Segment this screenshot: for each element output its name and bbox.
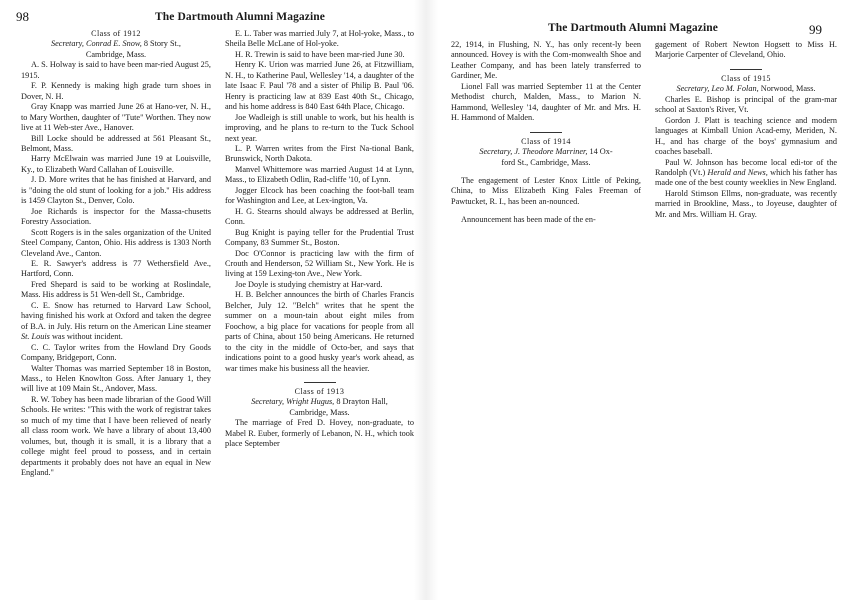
paragraph: Harold Stimson Ellms, non-graduate, was recently married in Brookline, Mass., to Joyeuse, daughter of Mr. and Mrs. William H. Gray. <box>655 188 837 219</box>
paragraph: Walter Thomas was married September 18 in Boston, Mass., to Helen Knowlton Goss. After January 1, they will live at 109 Main St., Andover, Mass. <box>21 363 211 394</box>
secretary-name: Conrad E. Snow, <box>86 39 142 49</box>
paragraph: The engagement of Lester Knox Little of Peking, China, to Miss Elizabeth King Fales Freeman of Pawtucket, R. I., has been an-nounced. <box>451 175 641 206</box>
paragraph: H. G. Stearns should always be addressed at Berlin, Conn. <box>225 206 414 227</box>
secretary-address-line2: Cambridge, Mass. <box>289 407 350 417</box>
paragraph: L. P. Warren writes from the First Na-tional Bank, Brunswick, North Dakota. <box>225 143 414 164</box>
secretary-name: Leo M. Folan, <box>711 84 759 94</box>
page-number: 99 <box>809 22 822 37</box>
secretary-address: 8 Story St., <box>143 39 181 49</box>
secretary-label: Secretary, <box>251 397 285 407</box>
spacer <box>451 207 641 215</box>
section-divider <box>730 69 762 70</box>
paragraph: Fred Shepard is said to be working at Roslindale, Mass. His address is 51 Wen-dell St., Cambridge. <box>21 279 211 300</box>
column-1 <box>21 29 211 478</box>
running-head: The Dartmouth Alumni Magazine <box>155 11 325 23</box>
secretary-address: 8 Drayton Hall, <box>336 397 388 407</box>
steamer-name: St. Louis <box>21 332 50 342</box>
paragraph: Bug Knight is paying teller for the Prudential Trust Company, 83 Summer St., Boston. <box>225 227 414 248</box>
paragraph: F. P. Kennedy is making high grade turn shoes in Dover, N. H. <box>21 81 211 101</box>
paragraph: Scott Rogers is in the sales organization of the United Steel Company, Canton, Ohio. His address is 1303 North Cleveland Ave., Canton. <box>21 227 211 258</box>
page-number: 98 <box>16 9 29 24</box>
section-divider <box>530 132 562 133</box>
paragraph: Charles E. Bishop is principal of the gram-mar school at Saxton's River, Vt. <box>655 94 837 115</box>
spacer <box>451 168 641 176</box>
secretary-address: Norwood, Mass. <box>760 84 816 94</box>
column-4 <box>655 40 837 220</box>
class-heading: Class of 1912 <box>91 29 141 38</box>
secretary-address: 14 Ox- <box>589 147 613 157</box>
secretary-name: Wright Hugus, <box>286 397 335 407</box>
paragraph: Gray Knapp was married June 26 at Hano-ver, N. H., to Mary Worthen, daughter of "Tute" Worthen. They now live at 11 Web-ster Ave., Hanover. <box>21 102 211 133</box>
paragraph: Joe Richards is inspector for the Massa-chusetts Forestry Association. <box>21 206 211 227</box>
paragraph-text: C. E. Snow has returned to Harvard Law School, having finished his work at Oxford and taken the degree of B.A. in July. His return on the American Line steamer <box>21 300 211 331</box>
paragraph: Harry McElwain was married June 19 at Louisville, Ky., to Elizabeth Ward Callahan of Louisville. <box>21 154 211 174</box>
paragraph: R. W. Tobey has been made librarian of the Good Will Schools. He writes: "This with the work of registrar takes so much of my time that I have been relieved of nearly all class room work. We have a library of about 13,400 volumes, but, though it is small, it is a library that a college might feel proud to possess, and in certain departments it probably does not have an equal in New England." <box>21 394 211 478</box>
paragraph: C. C. Taylor writes from the Howland Dry Goods Company, Bridgeport, Conn. <box>21 342 211 363</box>
paragraph: J. D. More writes that he has finished at Harvard, and is "doing the old stunt of looking for a job." His address is 1459 Clayton St., Denver, Colo. <box>21 175 211 206</box>
paragraph: Henry K. Urion was married June 26, at Fitzwilliam, N. H., to Katherine Paul, Wellesley '14, a daughter of the late Isaac F. Paul '78 and a sister of Philip B. Paul '06. Henry is practicing law at 839 East 40th St., Chicago, and his home address is 840 East 64th Place, Chicago. <box>225 60 414 112</box>
paragraph: H. R. Trewin is said to have been mar-ried June 30. <box>235 49 405 59</box>
paragraph: H. B. Belcher announces the birth of Charles Francis Belcher, July 12. "Belch" writes that he spent the summer on a moun-tain about eight miles from Foochow, a big place for vacations for people from all parts of China, about 150 being Americans. He returned to the city in the middle of Octo-ber, and says that indications point to a good husky year's work ahead, as war times make his business all the heavier. <box>225 290 414 373</box>
paragraph <box>655 158 837 189</box>
column-2 <box>225 29 414 450</box>
class-heading: Class of 1914 <box>521 136 571 146</box>
paragraph <box>21 301 211 343</box>
paragraph: 22, 1914, in Flushing, N. Y., has only recent-ly been announced. Hovey is with the Com-monwealth Shoe and Leather Company, and has been lately transferred to Gardiner, Me. <box>451 40 641 81</box>
paragraph-text: which his father has made one of the best county weeklies in New England. <box>655 167 838 188</box>
paragraph: Manvel Whittemore was married August 14 at Lynn, Mass., to Elizabeth Odlin, Rad-cliffe '10, of Lynn. <box>225 164 414 185</box>
paragraph: Joe Doyle is studying chemistry at Har-vard. <box>235 279 383 289</box>
section-divider <box>304 382 336 383</box>
newspaper-name: Herald and News, <box>707 167 768 177</box>
paragraph: Joe Wadleigh is still unable to work, but his health is improving, and he plans to re-turn to the Tuck School next year. <box>225 112 414 143</box>
secretary-line <box>451 147 641 157</box>
paragraph: The marriage of Fred D. Hovey, non-graduate, to Mabel R. Euber, formerly of Lebanon, N. H., which took place September <box>225 418 414 449</box>
column-3 <box>451 40 641 226</box>
paragraph: Bill Locke should be addressed at 561 Pleasant St., Belmont, Mass. <box>21 133 211 153</box>
secretary-label: Secretary, <box>51 39 84 49</box>
paragraph: E. L. Taber was married July 7, at Hol-yoke, Mass., to Sheila Belle McLane of Hol-yoke. <box>225 29 414 49</box>
paragraph-text: Paul W. Johnson has become local edi-tor of the Randolph (Vt.) <box>655 157 837 177</box>
secretary-name: J. Theodore Marriner, <box>514 147 588 157</box>
secretary-address-line2: ford St., Cambridge, Mass. <box>501 157 591 167</box>
class-heading: Class of 1915 <box>721 73 771 83</box>
secretary-address-line2: Cambridge, Mass. <box>85 49 147 59</box>
paragraph: Lionel Fall was married September 11 at the Center Methodist church, Malden, Mass., to Marion N. Hammond, Wellesley '14, daughter of Mr. and Mrs. H. H. Hammond of Malden. <box>451 81 641 123</box>
secretary-line <box>655 84 837 94</box>
secretary-label: Secretary, <box>479 147 513 157</box>
secretary-line <box>21 39 211 49</box>
paragraph: E. R. Sawyer's address is 77 Wethersfield Ave., Hartford, Conn. <box>21 258 211 279</box>
paragraph: Jogger Elcock has been coaching the foot-ball team for Washington and Lee, at Lex-ington, Va. <box>225 185 414 206</box>
paragraph: Gordon J. Platt is teaching science and modern languages at Kimball Union Acad-emy, Meriden, N. H., and has charge of the boys' gymnasium and coaches baseball. <box>655 115 837 157</box>
secretary-line <box>225 397 414 407</box>
paragraph: A. S. Holway is said to have been mar-ried August 25, 1915. <box>21 60 211 80</box>
paragraph: gagement of Robert Newton Hogsett to Miss H. Marjorie Carpenter of Cleveland, Ohio. <box>655 40 837 60</box>
secretary-label: Secretary, <box>676 84 710 94</box>
paragraph: Doc O'Connor is practicing law with the firm of Crouth and Henderson, 52 William St., New York. He is living at 159 Lexing-ton Ave., New York. <box>225 248 414 279</box>
class-heading: Class of 1913 <box>294 386 345 396</box>
paragraph: Announcement has been made of the en- <box>461 215 596 225</box>
running-head: The Dartmouth Alumni Magazine <box>548 22 718 34</box>
paragraph-text: was without incident. <box>51 332 123 342</box>
